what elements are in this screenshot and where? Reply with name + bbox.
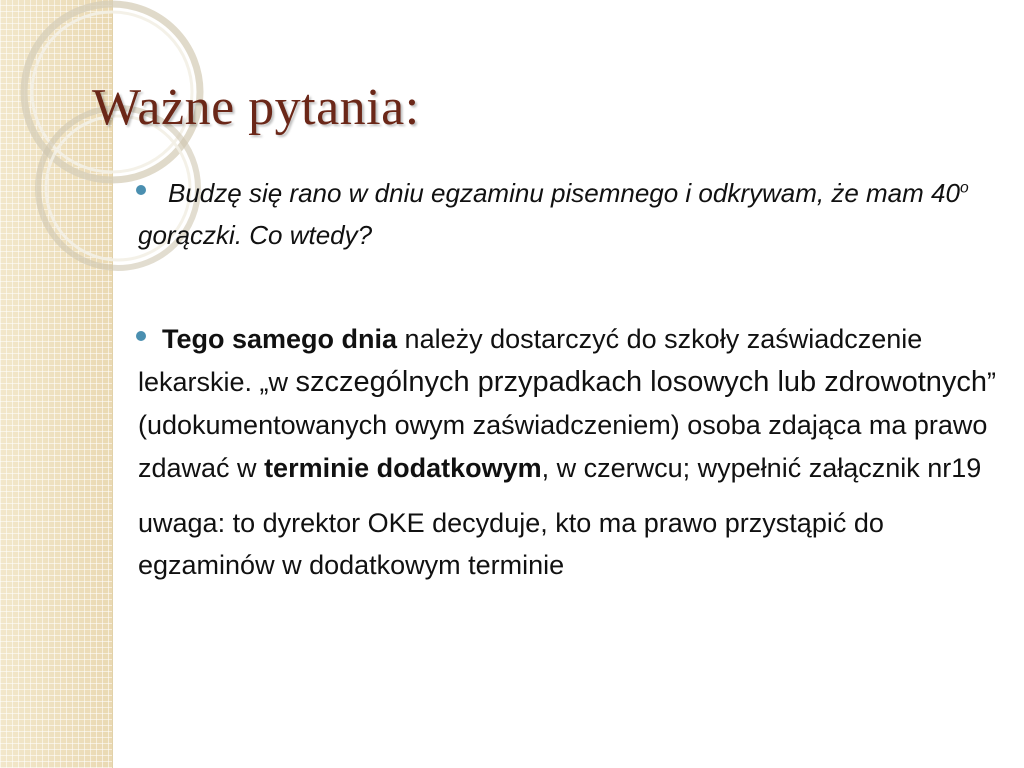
bullet-icon — [136, 185, 146, 195]
slide-content — [138, 172, 1018, 586]
answer-text-1: należy dostarczyć do szkoły zaświadczenie lekarskie. „w — [138, 324, 923, 397]
slide-title: Ważne pytania: — [92, 79, 420, 136]
answer-text-3: , w czerwcu; wypełnić załącznik nr19 — [541, 453, 982, 483]
answer-quoted-text: szczególnych przypadkach losowych lub zdrowotnych — [295, 366, 988, 398]
answer-bullet — [138, 318, 1018, 490]
question-text-end: gorączki. Co wtedy? — [138, 220, 373, 250]
question-bullet — [138, 172, 1018, 256]
answer-text-2: ” (udokumentowanych owym zaświadczeniem) osoba zdająca ma prawo zdawać w — [138, 367, 997, 483]
note-paragraph: uwaga: to dyrektor OKE decyduje, kto ma prawo przystąpić do egzaminów w dodatkowym terminie — [138, 508, 884, 580]
answer-bold-term: terminie dodatkowym — [264, 453, 542, 483]
question-text: Budzę się rano w dniu egzaminu pisemnego i odkrywam, że mam 40 — [168, 178, 960, 208]
degree-sup: o — [959, 179, 969, 197]
answer-bold-lead: Tego samego dnia — [162, 324, 398, 354]
bullet-icon — [136, 331, 146, 341]
